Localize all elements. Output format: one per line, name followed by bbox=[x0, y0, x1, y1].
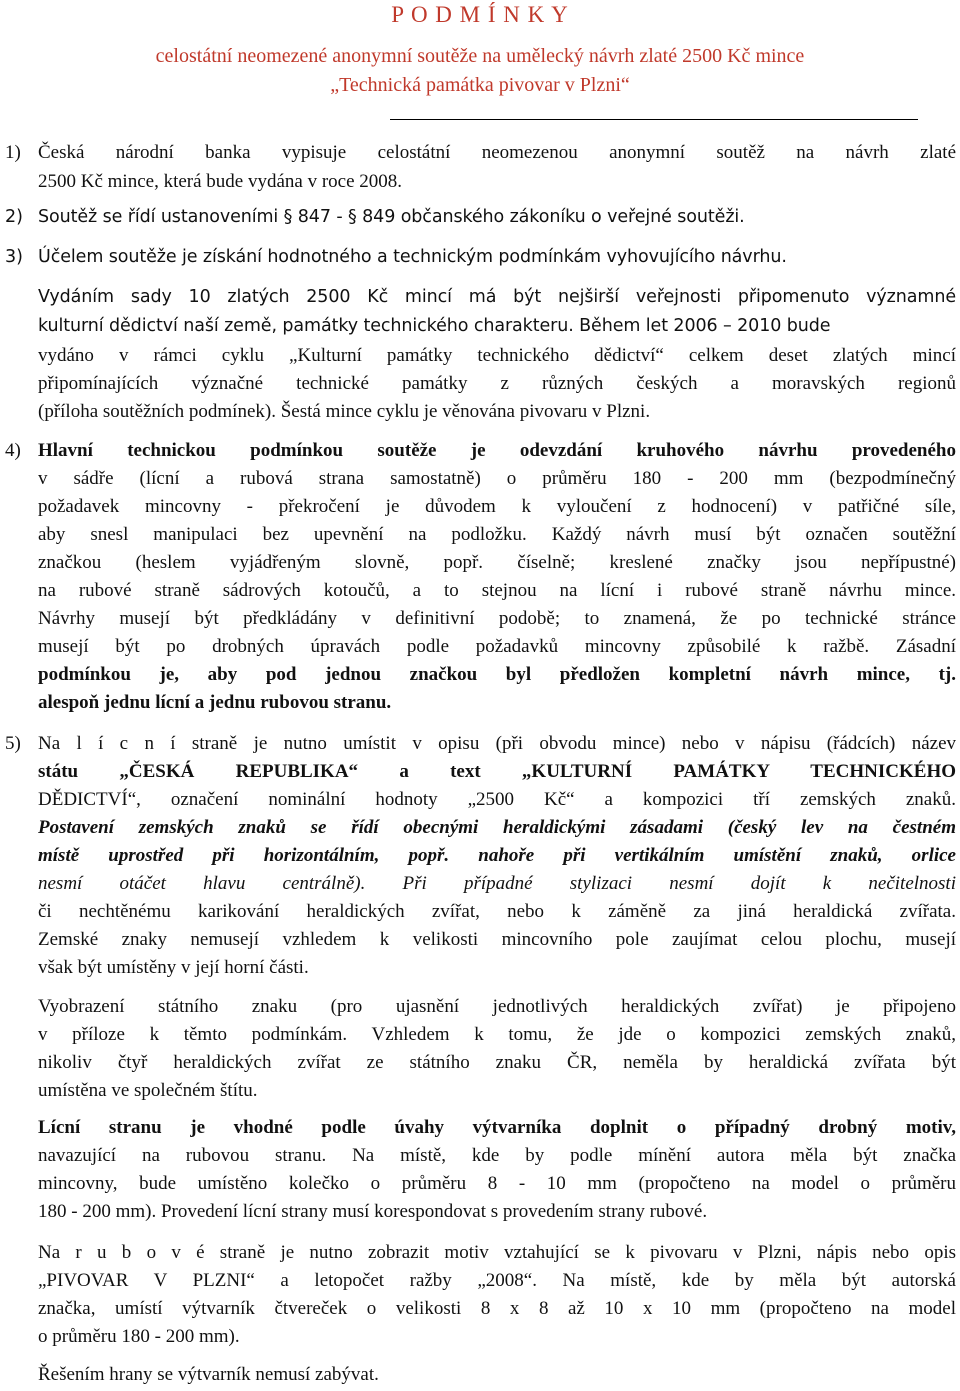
text-line: musejí být po drobných úpravách podle požadavků mincovny způsobilé k ražbě. Zásadní bbox=[38, 636, 956, 657]
text-line: Lícní stranu je vhodné podle úvahy výtvarníka doplnit o případný drobný motiv, bbox=[38, 1117, 956, 1138]
text-line: podmínkou je, aby pod jednou značkou byl předložen kompletní návrh mince, tj. bbox=[38, 664, 956, 685]
item-number: 2) bbox=[5, 207, 23, 227]
page-title: P O D M Í N K Y bbox=[391, 2, 569, 27]
item-number: 5) bbox=[5, 733, 21, 754]
text-line: však být umístěny v její horní části. bbox=[38, 957, 309, 978]
text-line: 2500 Kč mince, která bude vydána v roce 2008. bbox=[38, 171, 403, 192]
text-line: „PIVOVAR V PLZNI“ a letopočet ražby „2008“. Na místě, kde by měla být autorská bbox=[38, 1270, 956, 1291]
text-line: o průměru 180 - 200 mm). bbox=[38, 1326, 240, 1347]
text-line: Soutěž se řídí ustanoveními § 847 - § 849 občanského zákoníku o veřejné soutěži. bbox=[38, 207, 745, 227]
page-subtitle: celostátní neomezené anonymní soutěže na umělecký návrh zlaté 2500 Kč mince „Technická památka pivovar v Plzni“ bbox=[155, 45, 805, 96]
item-number: 1) bbox=[5, 142, 21, 163]
text-line: značka, umístí výtvarník čtvereček o velikosti 8 x 8 až 10 x 10 mm (propočteno na model bbox=[38, 1298, 956, 1319]
text-line: mincovny, bude umístěno kolečko o průměru 8 - 10 mm (propočteno na model o průměru bbox=[38, 1173, 956, 1194]
text-line: státu „ČESKÁ REPUBLIKA“ a text „KULTURNÍ PAMÁTKY TECHNICKÉHO bbox=[38, 761, 956, 782]
text-line: Vydáním sady 10 zlatých 2500 Kč mincí má být nejširší veřejnosti připomenuto významné bbox=[38, 287, 956, 307]
item-number: 4) bbox=[5, 440, 21, 461]
item-number: 3) bbox=[5, 247, 23, 267]
text-line: připomínajících význačné technické památky z různých českých a moravských regionů bbox=[38, 373, 956, 394]
text-line: či nechtěnému karikování heraldických zvířat, nebo k záměně za jiná heraldická zvířata. bbox=[38, 901, 956, 922]
text-line: v příloze k těmto podmínkám. Vzhledem k tomu, že jde o kompozici zemských znaků, bbox=[38, 1024, 956, 1045]
text-line: na rubové straně sádrových kotoučů, a to stejnou na lícní i rubové straně návrhu mince. bbox=[38, 580, 956, 601]
text-line: (příloha soutěžních podmínek). Šestá mince cyklu je věnována pivovaru v Plzni. bbox=[38, 401, 651, 422]
text-line: kulturní dědictví naší země, památky technického charakteru. Během let 2006 – 2010 bude bbox=[38, 316, 831, 336]
text-line: DĚDICTVÍ“, označení nominální hodnoty „2500 Kč“ a kompozici tří zemských znaků. bbox=[38, 789, 956, 810]
text-line: alespoň jednu lícní a jednu rubovou stranu. bbox=[38, 692, 392, 713]
text-line: Hlavní technickou podmínkou soutěže je odevzdání kruhového návrhu provedeného bbox=[38, 440, 956, 461]
text-line: značkou (heslem vyjádřeným slovně, popř. číselně; kreslené značky jsou nepřípustné) bbox=[38, 552, 956, 573]
divider bbox=[390, 119, 918, 120]
text-line: Na l í c n í straně je nutno umístit v opisu (při obvodu mince) nebo v nápisu (řádcích) název bbox=[38, 733, 956, 754]
text-line: aby snesl manipulaci bez upevnění na podložku. Každý návrh musí být označen soutěžní bbox=[38, 524, 956, 545]
text-line: Návrhy musejí být předkládány v definitivní podobě; to znamená, že po technické stránce bbox=[38, 608, 956, 629]
text-line: nikoliv čtyř heraldických zvířat ze státního znaku ČR, neměla by heraldická zvířata být bbox=[38, 1052, 956, 1073]
text-line: v sádře (lícní a rubová strana samostatně) o průměru 180 - 200 mm (bezpodmínečný bbox=[38, 468, 956, 489]
text-line: Vyobrazení státního znaku (pro ujasnění jednotlivých heraldických zvířat) je připojeno bbox=[38, 996, 956, 1017]
text-line: umístěna ve společném štítu. bbox=[38, 1080, 258, 1101]
text-line: Postavení zemských znaků se řídí obecnými heraldickými zásadami (český lev na čestném bbox=[38, 817, 956, 838]
text-line: Na r u b o v é straně je nutno zobrazit motiv vztahující se k pivovaru v Plzni, nápis nebo opis bbox=[38, 1242, 956, 1263]
text-line: vydáno v rámci cyklu „Kulturní památky technického dědictví“ celkem deset zlatých mincí bbox=[38, 345, 956, 366]
text-line: Česká národní banka vypisuje celostátní neomezenou anonymní soutěž na návrh zlaté bbox=[38, 142, 956, 163]
text-line: Řešením hrany se výtvarník nemusí zabývat. bbox=[38, 1364, 379, 1385]
text-line: místě uprostřed při horizontálním, popř. nahoře při vertikálním umístění znaků, orlice bbox=[38, 845, 956, 866]
text-line: navazující na rubovou stranu. Na místě, kde by podle mínění autora měla být značka bbox=[38, 1145, 956, 1166]
text-line: požadavek mincovny - překročení je důvodem k vyloučení z hodnocení) v patřičné síle, bbox=[38, 496, 956, 517]
text-line: Zemské znaky nemusejí vzhledem k velikosti mincovního pole zaujímat celou plochu, musejí bbox=[38, 929, 956, 950]
text-line: Účelem soutěže je získání hodnotného a technickým podmínkám vyhovujícího návrhu. bbox=[38, 247, 787, 267]
text-line: nesmí otáčet hlavu centrálně). Při případné stylizaci nesmí dojít k nečitelnosti bbox=[38, 873, 956, 894]
text-line: 180 - 200 mm). Provedení lícní strany musí korespondovat s provedením strany rubové. bbox=[38, 1201, 708, 1222]
